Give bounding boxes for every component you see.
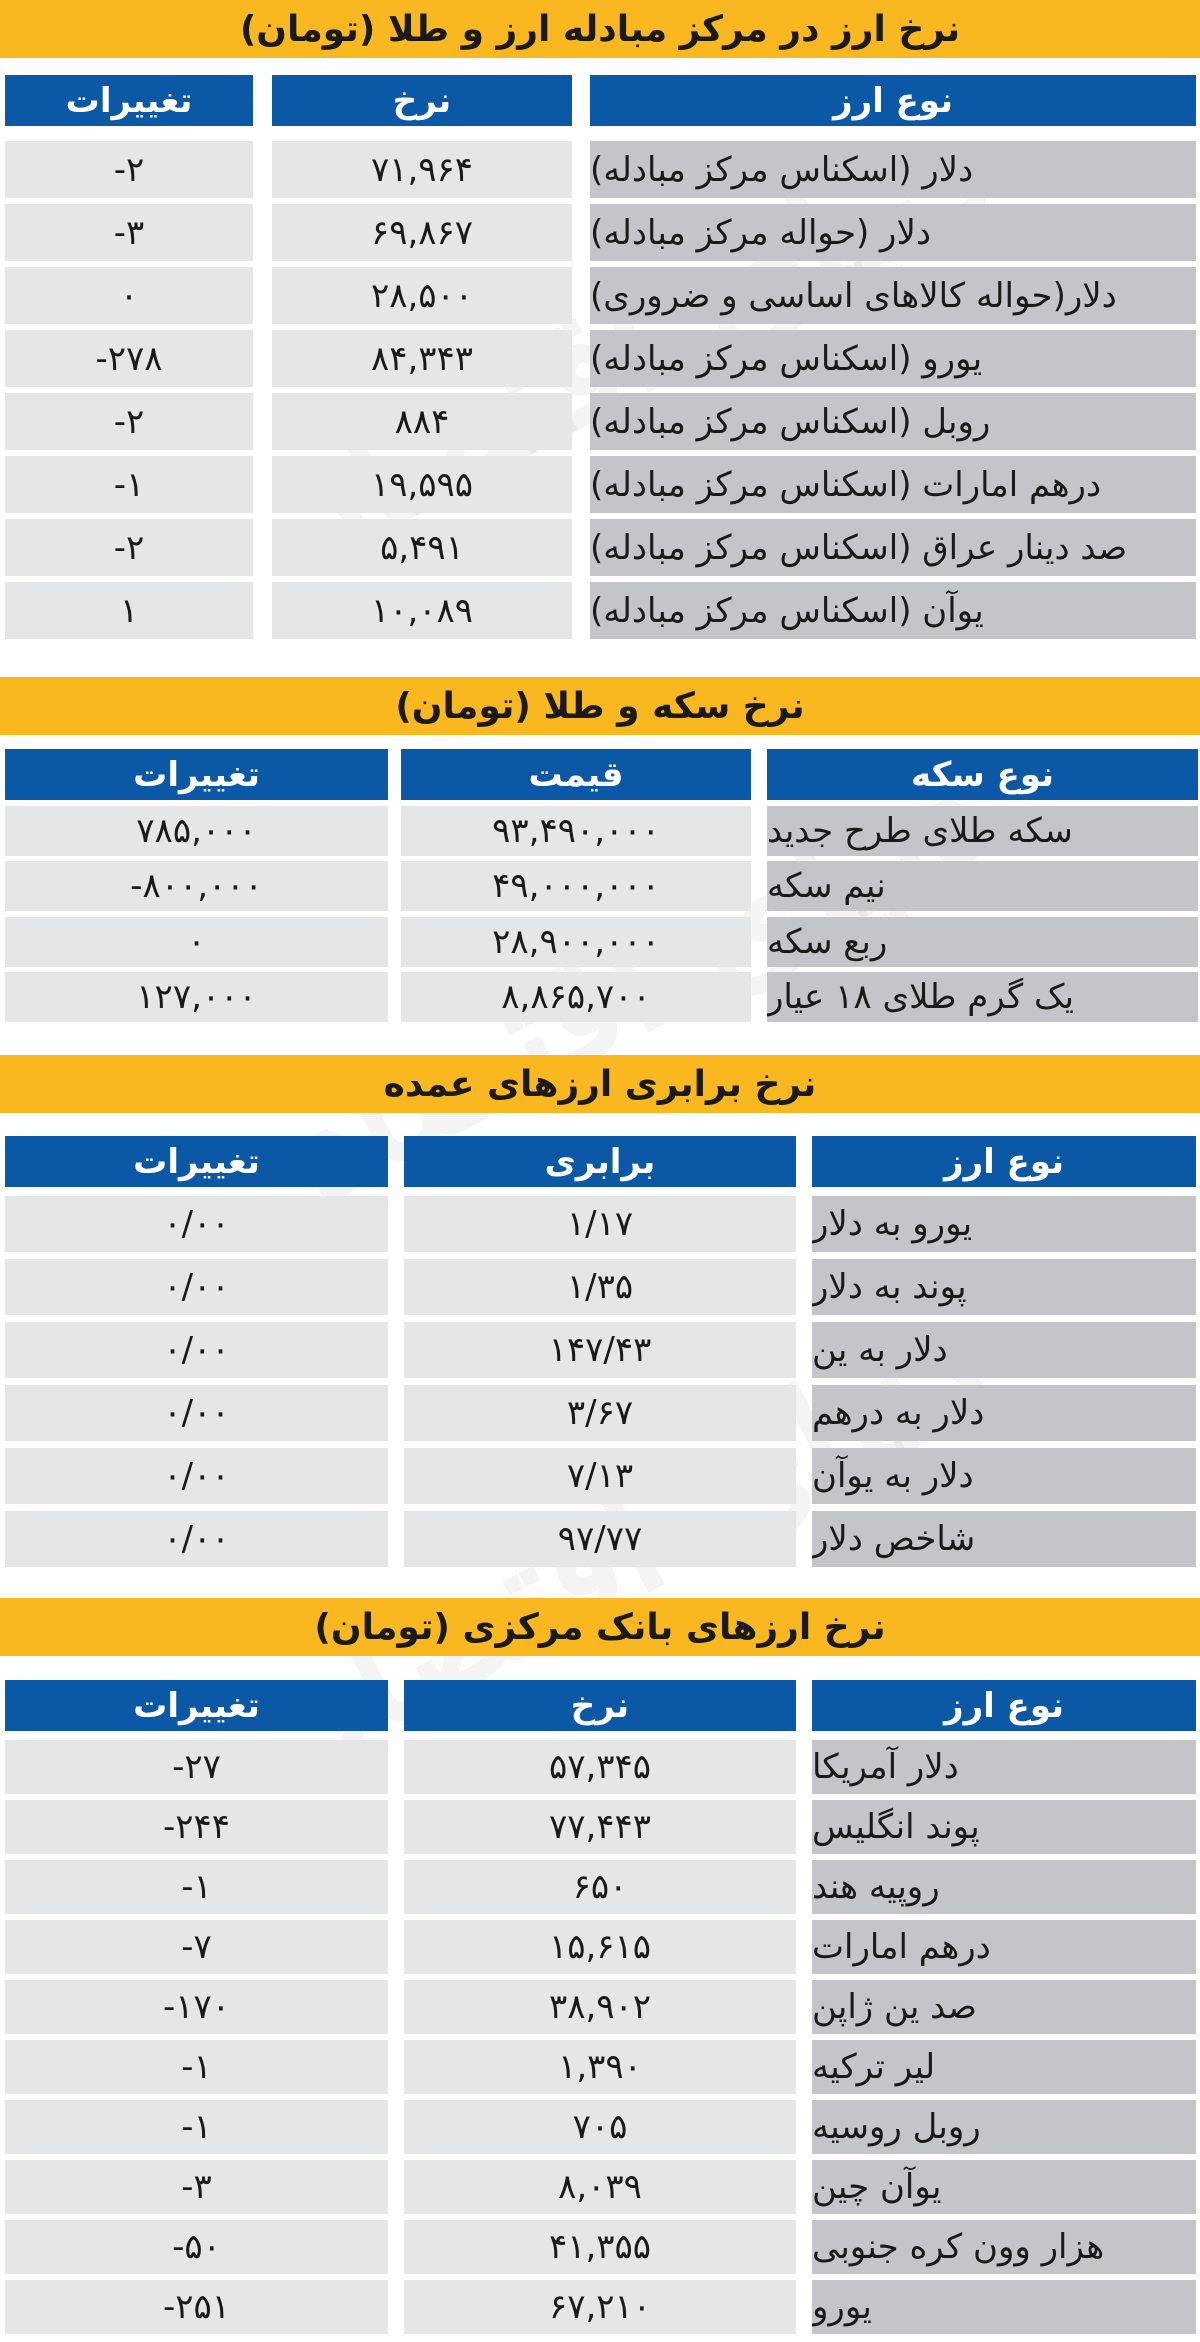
table-row (0, 2100, 1200, 2154)
cell-name: روبل روسیه (812, 2100, 1196, 2154)
cell-name: دلار به درهم (812, 1385, 1196, 1441)
table-row (0, 1860, 1200, 1914)
header-change: تغییرات (5, 1136, 388, 1187)
cell-rate: ۱۵,۶۱۵ (404, 1920, 796, 1974)
cell-rate: ۴۱,۳۵۵ (404, 2220, 796, 2274)
cell-rate: ۱,۳۹۰ (404, 2040, 796, 2094)
table-header (0, 1680, 1200, 1731)
table-row (0, 1740, 1200, 1794)
header-rate: قیمت (401, 749, 751, 800)
cell-name: هزار وون کره جنوبی (812, 2220, 1196, 2274)
table-row (0, 267, 1200, 324)
section-title: نرخ ارزهای بانک مرکزی (تومان) (0, 1598, 1200, 1656)
table-row (0, 861, 1200, 911)
cell-name: صد ین ژاپن (812, 1980, 1196, 2034)
cell-change: -۱۷۰ (5, 1980, 388, 2034)
cell-rate: ۸,۰۳۹ (404, 2160, 796, 2214)
cell-name: پوند انگلیس (812, 1800, 1196, 1854)
cell-change: -۲۷ (5, 1740, 388, 1794)
cell-rate: ۸۴,۳۴۳ (272, 330, 572, 387)
cell-name: دلار (حواله مرکز مبادله) (590, 204, 1196, 261)
table-row (0, 806, 1200, 856)
cell-rate: ۸,۸۶۵,۷۰۰ (401, 972, 751, 1022)
cell-rate: ۳۸,۹۰۲ (404, 1980, 796, 2034)
table-row (0, 1448, 1200, 1504)
cell-rate: ۱۰,۰۸۹ (272, 582, 572, 639)
cell-name: یک گرم طلای ۱۸ عیار (767, 972, 1198, 1022)
cell-rate: ۶۵۰ (404, 1860, 796, 1914)
header-name: نوع ارز (812, 1680, 1196, 1731)
cell-change: ۰/۰۰ (5, 1259, 388, 1315)
cell-rate: ۲۸,۵۰۰ (272, 267, 572, 324)
table-header (0, 1136, 1200, 1187)
cell-change: -۲۷۸ (5, 330, 253, 387)
cell-rate: ۸۸۴ (272, 393, 572, 450)
cell-name: درهم امارات (اسکناس مرکز مبادله) (590, 456, 1196, 513)
cell-rate: ۱۹,۵۹۵ (272, 456, 572, 513)
table-row (0, 456, 1200, 513)
cell-rate: ۷۷,۴۴۳ (404, 1800, 796, 1854)
cell-change: -۲ (5, 141, 253, 198)
cell-change: ۱ (5, 582, 253, 639)
cell-change: -۸۰۰,۰۰۰ (5, 861, 388, 911)
section-title: نرخ برابری ارزهای عمده (0, 1055, 1200, 1113)
cell-name: دلار(حواله کالاهای اساسی و ضروری) (590, 267, 1196, 324)
cell-change: ۰/۰۰ (5, 1385, 388, 1441)
cell-name: نیم سکه (767, 861, 1198, 911)
table-row (0, 1322, 1200, 1378)
cell-rate: ۳/۶۷ (404, 1385, 796, 1441)
table-header (0, 749, 1200, 800)
cell-rate: ۷۱,۹۶۴ (272, 141, 572, 198)
cell-rate: ۱/۳۵ (404, 1259, 796, 1315)
cell-change: -۱ (5, 2040, 388, 2094)
header-change: تغییرات (5, 1680, 388, 1731)
table-row (0, 330, 1200, 387)
table-row (0, 2220, 1200, 2274)
table-row (0, 972, 1200, 1022)
cell-name: دلار (اسکناس مرکز مبادله) (590, 141, 1196, 198)
cell-change: -۷ (5, 1920, 388, 1974)
table-row (0, 1511, 1200, 1567)
table-row (0, 917, 1200, 967)
cell-change: ۰/۰۰ (5, 1448, 388, 1504)
cell-change: -۵۰ (5, 2220, 388, 2274)
section-title: نرخ ارز در مرکز مبادله ارز و طلا (تومان) (0, 0, 1200, 58)
cell-name: یوآن چین (812, 2160, 1196, 2214)
header-rate: برابری (404, 1136, 796, 1187)
header-name: نوع ارز (812, 1136, 1196, 1187)
header-rate: نرخ (404, 1680, 796, 1731)
header-change: تغییرات (5, 75, 253, 126)
cell-change: ۰ (5, 917, 388, 967)
header-name: نوع سکه (767, 749, 1198, 800)
cell-rate: ۴۹,۰۰۰,۰۰۰ (401, 861, 751, 911)
cell-change: -۱ (5, 2100, 388, 2154)
cell-change: -۲ (5, 519, 253, 576)
cell-name: یورو به دلار (812, 1196, 1196, 1252)
cell-name: یورو (812, 2280, 1196, 2334)
cell-change: -۱ (5, 1860, 388, 1914)
cell-rate: ۲۸,۹۰۰,۰۰۰ (401, 917, 751, 967)
cell-change: ۰ (5, 267, 253, 324)
header-change: تغییرات (5, 749, 388, 800)
cell-change: ۱۲۷,۰۰۰ (5, 972, 388, 1022)
table-row (0, 1385, 1200, 1441)
cell-name: یوآن (اسکناس مرکز مبادله) (590, 582, 1196, 639)
cell-change: -۲۵۱ (5, 2280, 388, 2334)
cell-rate: ۵,۴۹۱ (272, 519, 572, 576)
table-row (0, 204, 1200, 261)
cell-name: شاخص دلار (812, 1511, 1196, 1567)
cell-change: ۰/۰۰ (5, 1196, 388, 1252)
cell-change: -۳ (5, 2160, 388, 2214)
cell-change: -۳ (5, 204, 253, 261)
cell-rate: ۵۷,۳۴۵ (404, 1740, 796, 1794)
cell-rate: ۶۷,۲۱۰ (404, 2280, 796, 2334)
cell-change: -۱ (5, 456, 253, 513)
table-row (0, 1196, 1200, 1252)
cell-name: دلار به ین (812, 1322, 1196, 1378)
cell-rate: ۹۷/۷۷ (404, 1511, 796, 1567)
cell-name: روبل (اسکناس مرکز مبادله) (590, 393, 1196, 450)
section-title: نرخ سکه و طلا (تومان) (0, 677, 1200, 735)
cell-name: درهم امارات (812, 1920, 1196, 1974)
table-row (0, 1259, 1200, 1315)
header-name: نوع ارز (590, 75, 1196, 126)
cell-change: ۰/۰۰ (5, 1511, 388, 1567)
table-row (0, 141, 1200, 198)
cell-rate: ۱۴۷/۴۳ (404, 1322, 796, 1378)
cell-change: -۲ (5, 393, 253, 450)
table-header (0, 75, 1200, 126)
cell-rate: ۶۹,۸۶۷ (272, 204, 572, 261)
table-row (0, 519, 1200, 576)
table-row (0, 582, 1200, 639)
cell-name: صد دینار عراق (اسکناس مرکز مبادله) (590, 519, 1196, 576)
cell-name: سکه طلای طرح جدید (767, 806, 1198, 856)
cell-rate: ۱/۱۷ (404, 1196, 796, 1252)
cell-name: یورو (اسکناس مرکز مبادله) (590, 330, 1196, 387)
table-row (0, 1800, 1200, 1854)
cell-rate: ۷/۱۳ (404, 1448, 796, 1504)
table-row (0, 2160, 1200, 2214)
cell-name: دلار آمریکا (812, 1740, 1196, 1794)
cell-rate: ۹۳,۴۹۰,۰۰۰ (401, 806, 751, 856)
cell-name: روپیه هند (812, 1860, 1196, 1914)
table-row (0, 1980, 1200, 2034)
table-row (0, 2280, 1200, 2334)
cell-change: -۲۴۴ (5, 1800, 388, 1854)
cell-name: دلار به یوآن (812, 1448, 1196, 1504)
header-rate: نرخ (272, 75, 572, 126)
cell-name: ربع سکه (767, 917, 1198, 967)
table-row (0, 1920, 1200, 1974)
table-row (0, 2040, 1200, 2094)
cell-name: پوند به دلار (812, 1259, 1196, 1315)
cell-change: ۷۸۵,۰۰۰ (5, 806, 388, 856)
cell-rate: ۷۰۵ (404, 2100, 796, 2154)
cell-name: لیر ترکیه (812, 2040, 1196, 2094)
cell-change: ۰/۰۰ (5, 1322, 388, 1378)
table-row (0, 393, 1200, 450)
